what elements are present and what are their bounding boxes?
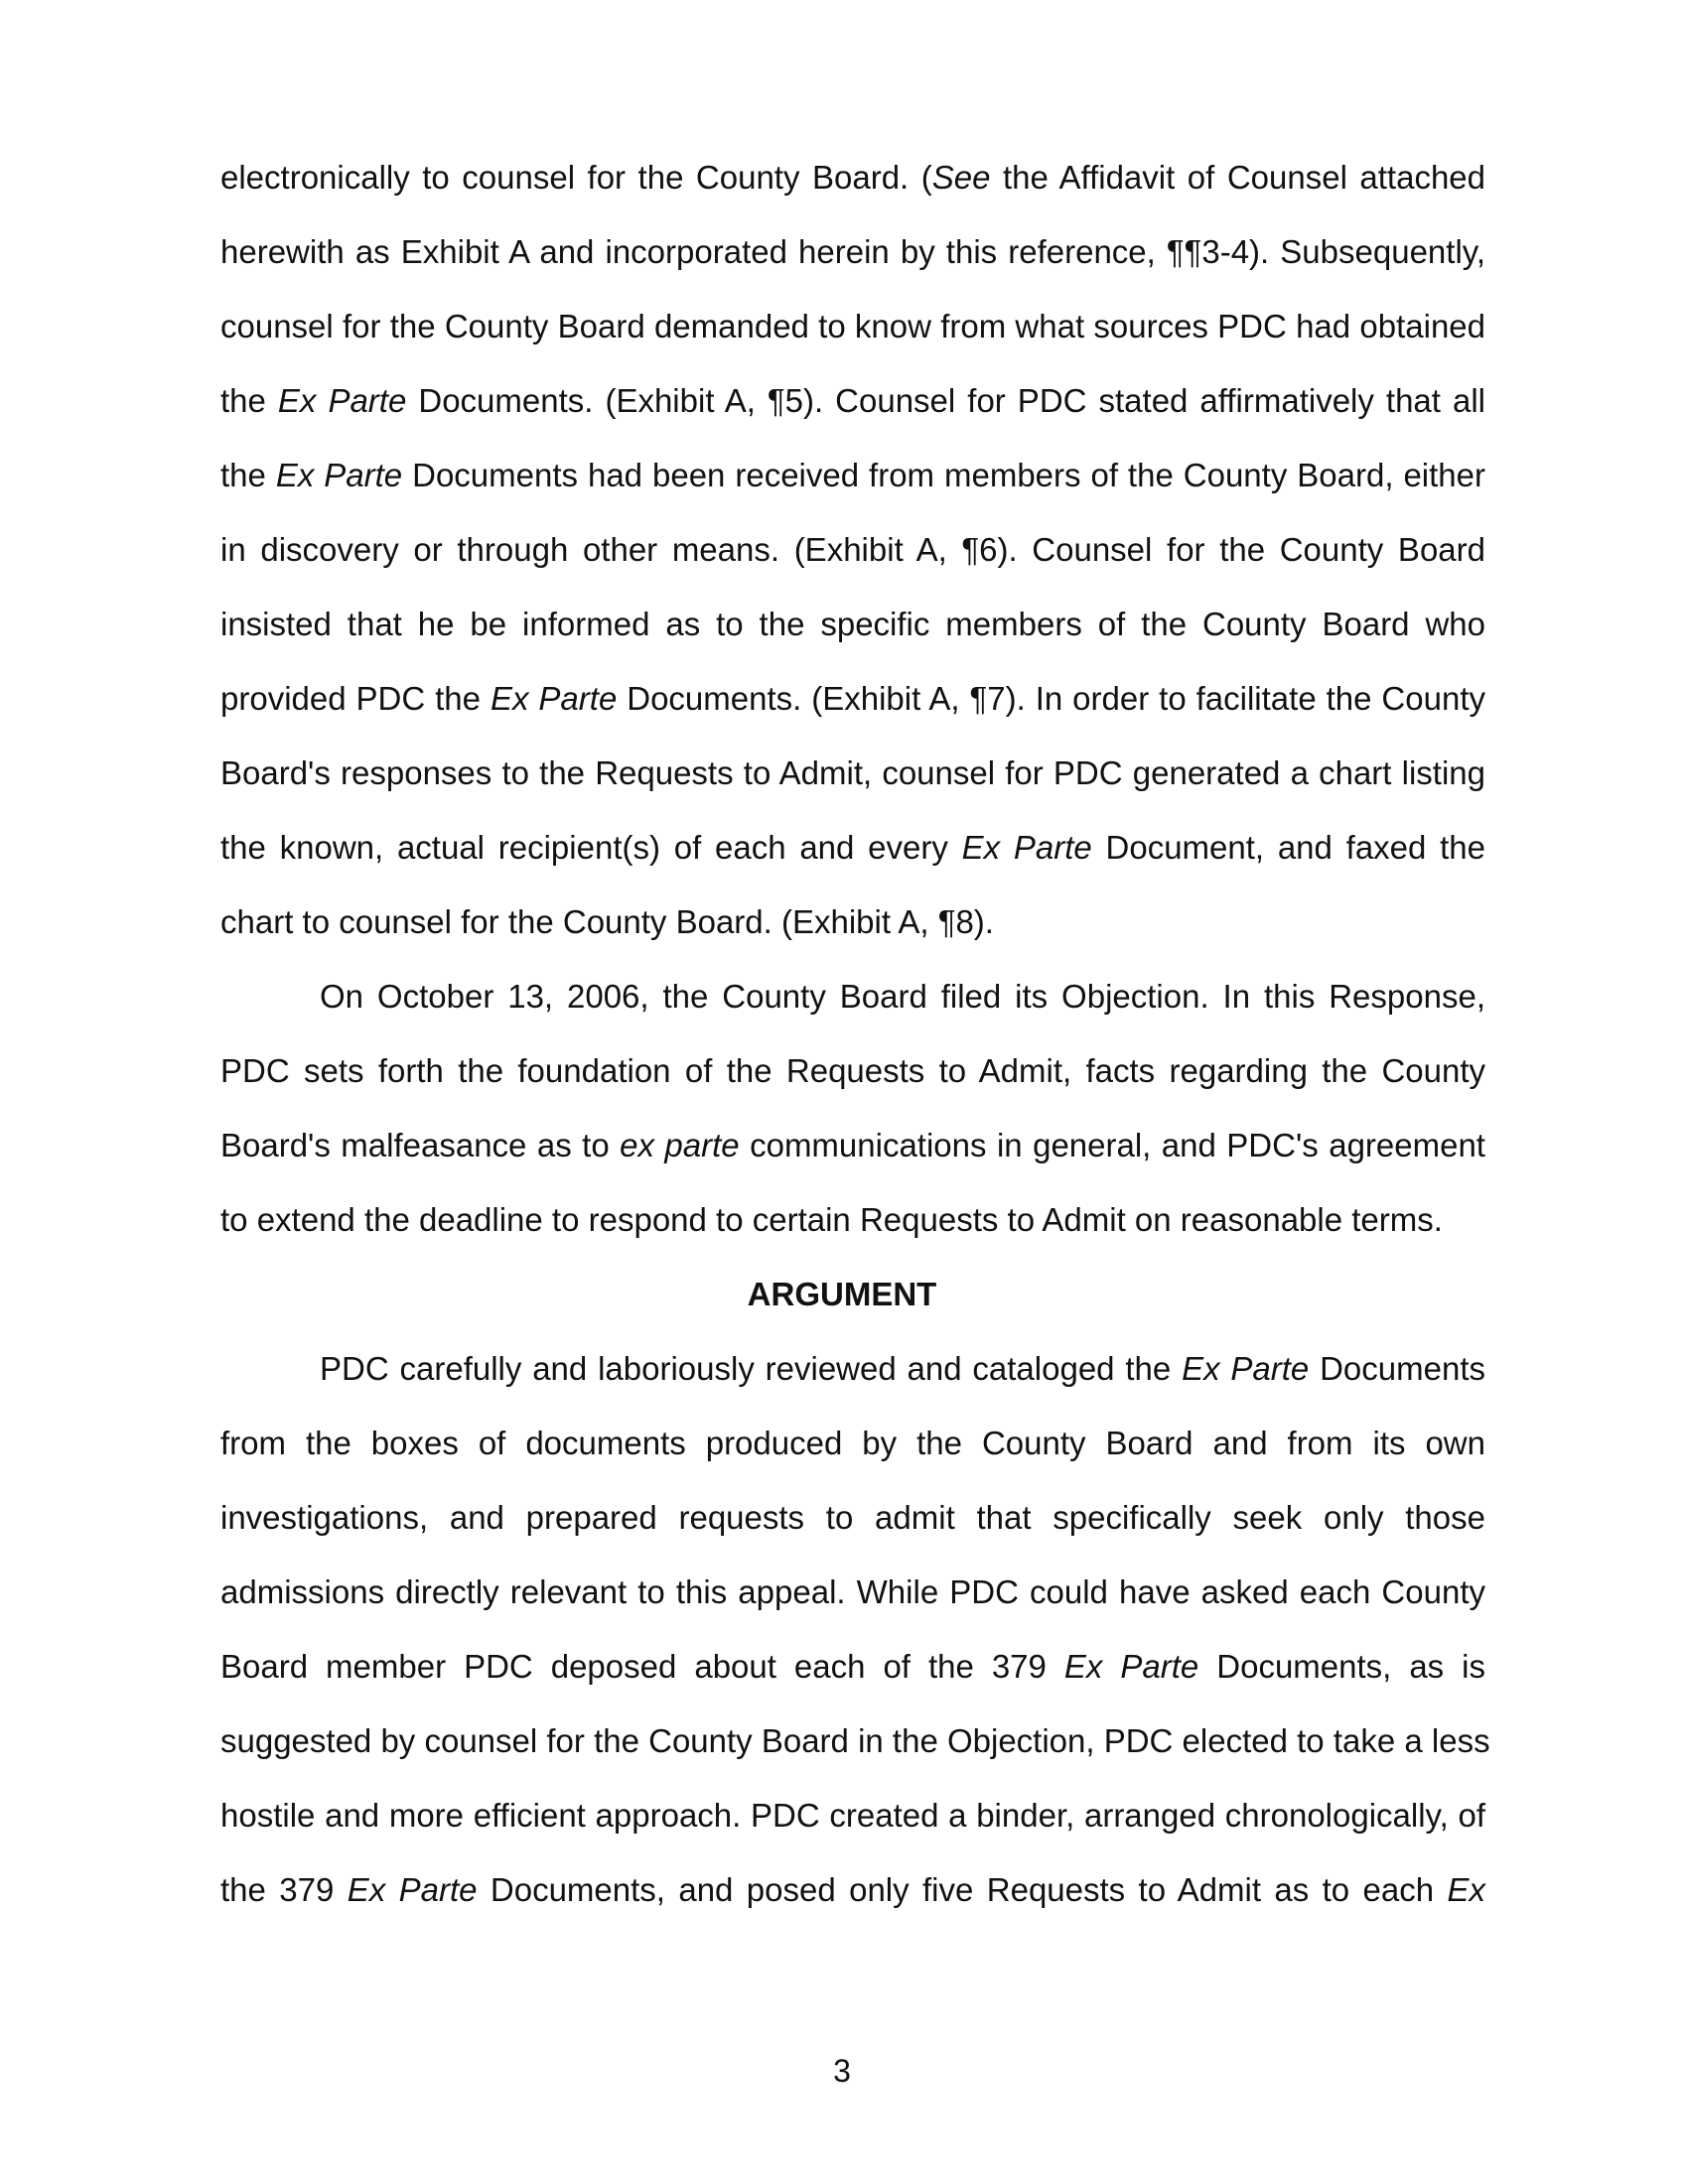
body-text-line: investigations, and prepared requests to admit that specifically seek only those (220, 1499, 1485, 1536)
body-text-line: Board member PDC deposed about each of the 379 Ex Parte Documents, as is (220, 1648, 1485, 1685)
body-text-line: On October 13, 2006, the County Board filed its Objection. In this Response, (320, 978, 1485, 1015)
body-text-line: the Ex Parte Documents had been received from members of the County Board, either (220, 457, 1485, 493)
body-text-line: PDC sets forth the foundation of the Requests to Admit, facts regarding the County (220, 1052, 1485, 1089)
body-text-line: admissions directly relevant to this appeal. While PDC could have asked each County (220, 1573, 1485, 1610)
body-text-line: the known, actual recipient(s) of each and every Ex Parte Document, and faxed the (220, 829, 1486, 866)
body-text-line: the 379 Ex Parte Documents, and posed only five Requests to Admit as to each Ex (220, 1871, 1485, 1908)
body-text-line: to extend the deadline to respond to certain Requests to Admit on reasonable terms. (220, 1201, 1443, 1238)
body-text-line: PDC carefully and laboriously reviewed and cataloged the Ex Parte Documents (320, 1350, 1486, 1387)
body-text-line: provided PDC the Ex Parte Documents. (Exhibit A, ¶7). In order to facilitate the County (220, 680, 1485, 717)
body-text-line: herewith as Exhibit A and incorporated herein by this reference, ¶¶3-4). Subsequently, (220, 233, 1485, 270)
section-heading: ARGUMENT (747, 1276, 937, 1312)
body-text-line: electronically to counsel for the County Board. (See the Affidavit of Counsel attached (220, 159, 1486, 196)
body-text-line: Board's malfeasance as to ex parte communications in general, and PDC's agreement (220, 1127, 1485, 1163)
body-text-line: chart to counsel for the County Board. (Exhibit A, ¶8). (220, 903, 994, 940)
body-text-line: suggested by counsel for the County Board in the Objection, PDC elected to take a less (220, 1722, 1490, 1759)
body-text-line: in discovery or through other means. (Exhibit A, ¶6). Counsel for the County Board (220, 531, 1485, 568)
body-text-line: insisted that he be informed as to the specific members of the County Board who (220, 606, 1485, 642)
body-text-line: from the boxes of documents produced by the County Board and from its own (220, 1425, 1485, 1461)
body-text-line: Board's responses to the Requests to Admit, counsel for PDC generated a chart listing (220, 754, 1485, 791)
body-text-line: counsel for the County Board demanded to know from what sources PDC had obtained (220, 308, 1485, 344)
body-text-line: the Ex Parte Documents. (Exhibit A, ¶5). Counsel for PDC stated affirmatively that all (220, 382, 1485, 419)
body-text-line: hostile and more efficient approach. PDC created a binder, arranged chronologically, of (220, 1797, 1485, 1834)
page-number: 3 (833, 2053, 851, 2089)
